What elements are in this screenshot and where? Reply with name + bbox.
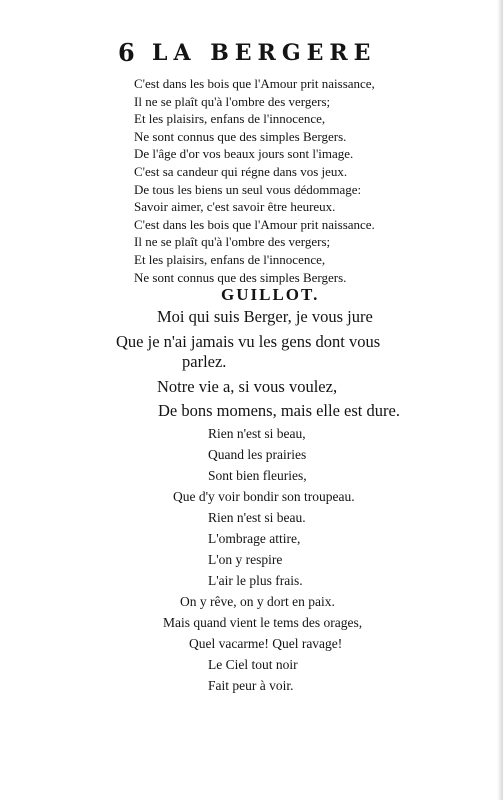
verse-line: De tous les biens un seul vous dédommage: <box>134 181 362 197</box>
verse-line: Notre vie a, si vous voulez, <box>157 377 338 396</box>
verse-line: Ne sont connus que des simples Bergers. <box>134 128 347 144</box>
verse-line: C'est dans les bois que l'Amour prit naissance. <box>134 216 375 232</box>
verse-line: Il ne se plaît qu'à l'ombre des vergers; <box>134 234 331 250</box>
verse-line: Rien n'est si beau, <box>208 426 306 441</box>
speaker-name: GUILLOT. <box>221 285 320 304</box>
verse-line: Il ne se plaît qu'à l'ombre des vergers; <box>134 93 331 109</box>
verse-line: Que d'y voir bondir son troupeau. <box>173 489 355 504</box>
verse-line: Que je n'ai jamais vu les gens dont vous <box>116 332 381 351</box>
verse-line: L'on y respire <box>208 552 283 567</box>
page-number: 6 <box>118 38 135 67</box>
verse-line: Sont bien fleuries, <box>208 468 307 483</box>
verse-line: Moi qui suis Berger, je vous jure <box>157 307 373 326</box>
running-title: LA BERGERE <box>152 40 377 66</box>
verse-line: De l'âge d'or vos beaux jours sont l'image. <box>134 146 354 162</box>
verse-line: Mais quand vient le tems des orages, <box>163 615 363 630</box>
verse-line: On y rêve, on y dort en paix. <box>180 594 335 609</box>
verse-line: De bons momens, mais elle est dure. <box>158 401 400 420</box>
verse-line: Et les plaisirs, enfans de l'innocence, <box>134 252 326 267</box>
verse-line: Savoir aimer, c'est savoir être heureux. <box>134 199 336 215</box>
verse-line: Quand les prairies <box>208 447 307 462</box>
verse-line: Ne sont connus que des simples Bergers. <box>134 269 347 285</box>
verse-line: Fait peur à voir. <box>208 678 294 693</box>
verse-line: C'est dans les bois que l'Amour prit naissance, <box>134 76 375 91</box>
page-header <box>118 38 418 72</box>
verse-line: Rien n'est si beau. <box>208 510 306 525</box>
verse-line: Quel vacarme! Quel ravage! <box>189 636 343 651</box>
verse-line: Et les plaisirs, enfans de l'innocence, <box>134 111 326 127</box>
verse-line: parlez. <box>182 352 227 371</box>
verse-line: L'ombrage attire, <box>208 531 301 546</box>
verse-line: L'air le plus frais. <box>208 573 303 588</box>
verse-line: C'est sa candeur qui régne dans vos jeux. <box>134 164 348 179</box>
page-edge-shadow <box>497 0 503 800</box>
verse-line: Le Ciel tout noir <box>208 657 298 672</box>
